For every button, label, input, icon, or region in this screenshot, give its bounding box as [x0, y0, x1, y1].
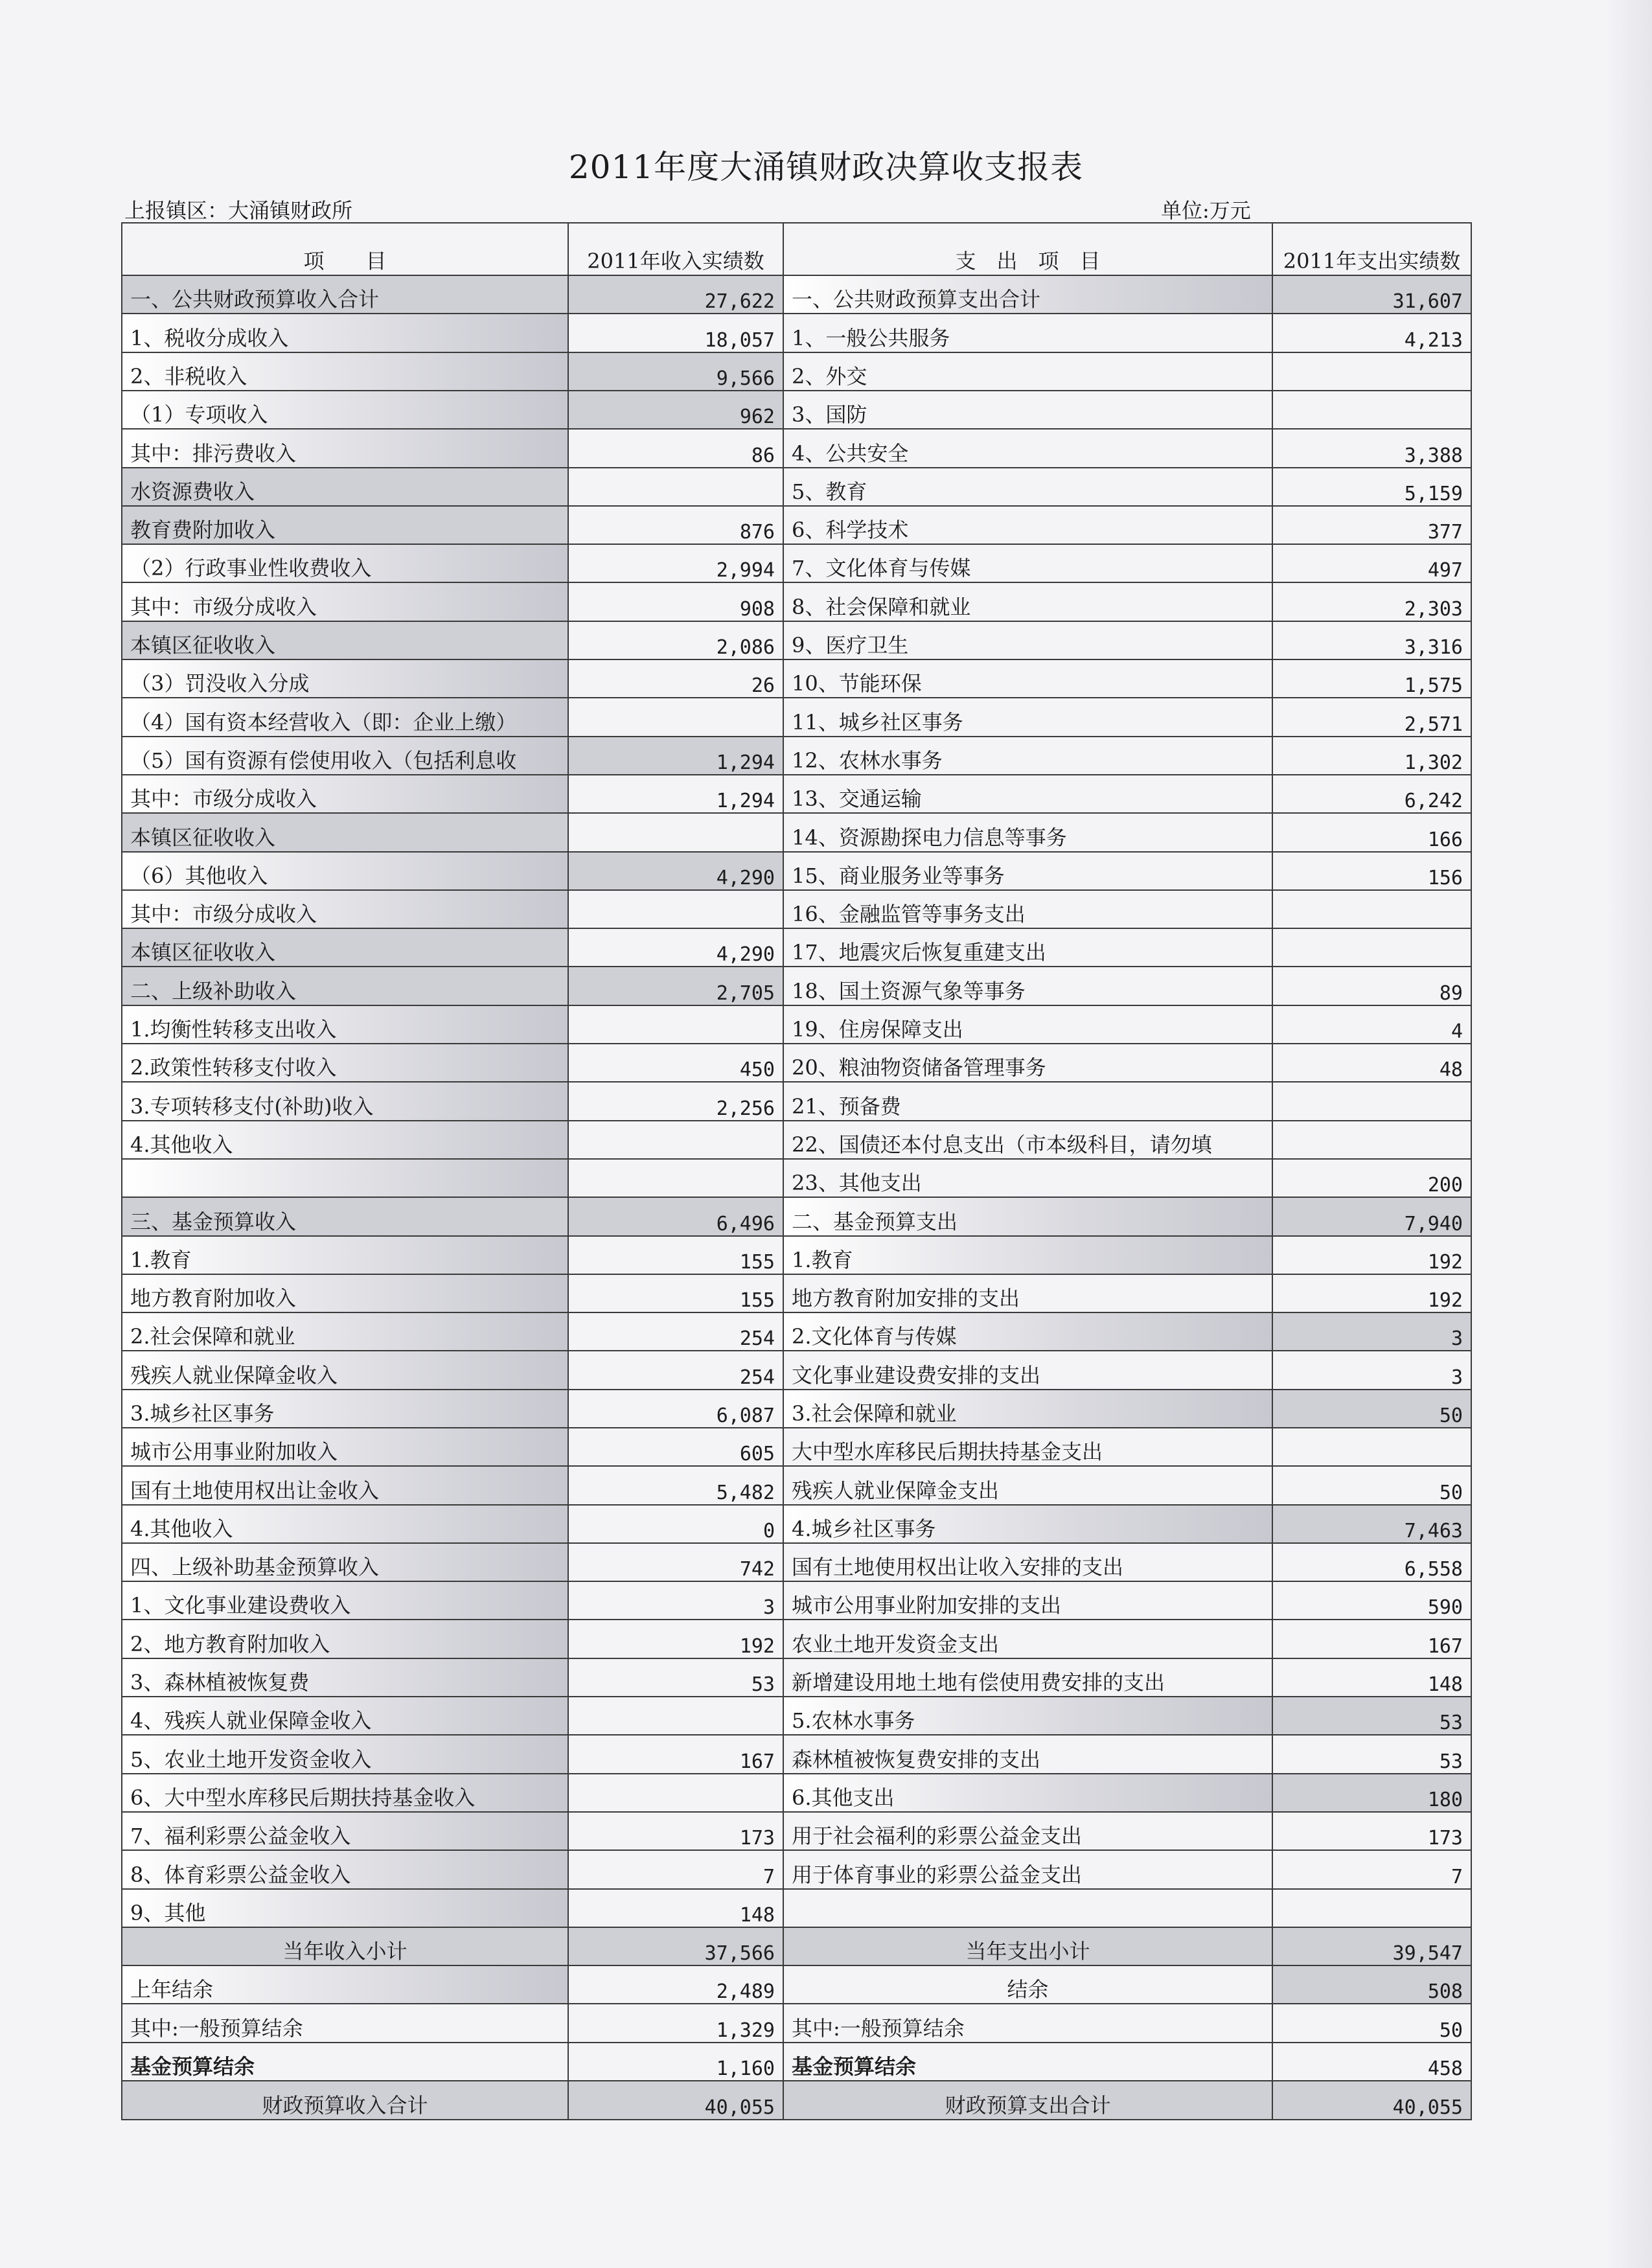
table-row: [122, 468, 1471, 506]
income-amount-cell: [568, 468, 783, 506]
expense-item-cell: 城市公用事业附加安排的支出: [783, 1581, 1272, 1620]
income-item-cell: （1）专项收入: [122, 391, 568, 429]
expense-amount-cell: 1,302: [1272, 737, 1471, 775]
expense-item-cell: 5.农林水事务: [783, 1697, 1272, 1735]
income-item-cell: （6）其他收入: [122, 852, 568, 890]
expense-item-cell: 财政预算支出合计: [783, 2081, 1272, 2120]
table-row: [122, 1197, 1471, 1235]
expense-amount-cell: 3: [1272, 1351, 1471, 1389]
income-amount-cell: 1,294: [568, 737, 783, 775]
income-amount-cell: 9,566: [568, 352, 783, 391]
income-amount-cell: 2,994: [568, 544, 783, 582]
table-row: [122, 544, 1471, 582]
expense-amount-cell: [1272, 352, 1471, 391]
header-income-amount: 2011年收入实绩数: [568, 223, 783, 275]
expense-amount-cell: [1272, 1889, 1471, 1927]
expense-amount-cell: 31,607: [1272, 275, 1471, 314]
income-item-cell: （3）罚没收入分成: [122, 659, 568, 698]
income-item-cell: 本镇区征收收入: [122, 928, 568, 967]
income-item-cell: 1.均衡性转移支出收入: [122, 1005, 568, 1044]
expense-item-cell: 15、商业服务业等事务: [783, 852, 1272, 890]
expense-item-cell: 22、国债还本付息支出（市本级科目，请勿填: [783, 1121, 1272, 1159]
income-amount-cell: 148: [568, 1889, 783, 1927]
income-amount-cell: [568, 1005, 783, 1044]
expense-amount-cell: 192: [1272, 1236, 1471, 1274]
income-amount-cell: 6,087: [568, 1390, 783, 1428]
table-row: [122, 1543, 1471, 1581]
income-amount-cell: 192: [568, 1620, 783, 1658]
expense-amount-cell: 7: [1272, 1850, 1471, 1888]
header-expense-amount: 2011年支出实绩数: [1272, 223, 1471, 275]
income-item-cell: 2、非税收入: [122, 352, 568, 391]
table-row: [122, 928, 1471, 967]
table-row: [122, 1121, 1471, 1159]
table-row: [122, 852, 1471, 890]
expense-amount-cell: 508: [1272, 1965, 1471, 2004]
table-row: [122, 659, 1471, 698]
income-amount-cell: 173: [568, 1812, 783, 1850]
income-amount-cell: [568, 890, 783, 928]
income-item-cell: 4、残疾人就业保障金收入: [122, 1697, 568, 1735]
expense-amount-cell: [1272, 890, 1471, 928]
income-item-cell: 8、体育彩票公益金收入: [122, 1850, 568, 1888]
expense-item-cell: 1.教育: [783, 1236, 1272, 1274]
income-item-cell: 1、税收分成收入: [122, 314, 568, 352]
income-amount-cell: 2,256: [568, 1082, 783, 1120]
expense-amount-cell: 50: [1272, 1466, 1471, 1504]
expense-item-cell: 文化事业建设费安排的支出: [783, 1351, 1272, 1389]
expense-item-cell: 1、一般公共服务: [783, 314, 1272, 352]
expense-amount-cell: [1272, 1082, 1471, 1120]
expense-item-cell: 基金预算结余: [783, 2043, 1272, 2081]
expense-amount-cell: 180: [1272, 1774, 1471, 1812]
expense-amount-cell: 2,303: [1272, 582, 1471, 621]
income-item-cell: 地方教育附加收入: [122, 1274, 568, 1312]
reporting-unit: 上报镇区：大涌镇财政所: [124, 198, 353, 223]
income-amount-cell: 40,055: [568, 2081, 783, 2120]
expense-amount-cell: 1,575: [1272, 659, 1471, 698]
expense-amount-cell: [1272, 1121, 1471, 1159]
table-row: [122, 1965, 1471, 2004]
expense-item-cell: 用于体育事业的彩票公益金支出: [783, 1850, 1272, 1888]
income-amount-cell: 18,057: [568, 314, 783, 352]
income-amount-cell: 1,160: [568, 2043, 783, 2081]
expense-item-cell: 17、地震灾后恢复重建支出: [783, 928, 1272, 967]
income-amount-cell: 7: [568, 1850, 783, 1888]
expense-item-cell: 二、基金预算支出: [783, 1197, 1272, 1235]
income-item-cell: 三、基金预算收入: [122, 1197, 568, 1235]
income-item-cell: 一、公共财政预算收入合计: [122, 275, 568, 314]
expense-item-cell: 3、国防: [783, 391, 1272, 429]
table-row: [122, 506, 1471, 544]
table-row: [122, 1428, 1471, 1466]
income-amount-cell: 254: [568, 1312, 783, 1351]
income-item-cell: 3.城乡社区事务: [122, 1390, 568, 1428]
table-row: [122, 1082, 1471, 1120]
expense-amount-cell: 590: [1272, 1581, 1471, 1620]
expense-amount-cell: 40,055: [1272, 2081, 1471, 2120]
expense-item-cell: 新增建设用地土地有偿使用费安排的支出: [783, 1658, 1272, 1697]
expense-item-cell: 残疾人就业保障金支出: [783, 1466, 1272, 1504]
expense-item-cell: 9、医疗卫生: [783, 621, 1272, 659]
income-amount-cell: [568, 1697, 783, 1735]
fiscal-report-table: [121, 222, 1472, 2120]
expense-item-cell: 23、其他支出: [783, 1159, 1272, 1197]
income-amount-cell: 155: [568, 1274, 783, 1312]
income-item-cell: 1.教育: [122, 1236, 568, 1274]
table-row: [122, 737, 1471, 775]
expense-item-cell: 其中:一般预算结余: [783, 2004, 1272, 2042]
report-title: 2011年度大涌镇财政决算收支报表: [568, 148, 1084, 186]
expense-amount-cell: 200: [1272, 1159, 1471, 1197]
expense-amount-cell: 167: [1272, 1620, 1471, 1658]
income-amount-cell: 3: [568, 1581, 783, 1620]
income-amount-cell: [568, 813, 783, 851]
expense-item-cell: 4.城乡社区事务: [783, 1505, 1272, 1543]
table-row: [122, 582, 1471, 621]
expense-item-cell: 14、资源勘探电力信息等事务: [783, 813, 1272, 851]
income-item-cell: 国有土地使用权出让金收入: [122, 1466, 568, 1504]
table-row: [122, 314, 1471, 352]
table-row: [122, 698, 1471, 736]
table-row: [122, 1774, 1471, 1812]
expense-amount-cell: 156: [1272, 852, 1471, 890]
expense-item-cell: 18、国土资源气象等事务: [783, 967, 1272, 1005]
income-amount-cell: 27,622: [568, 275, 783, 314]
expense-item-cell: 16、金融监管等事务支出: [783, 890, 1272, 928]
expense-item-cell: [783, 1889, 1272, 1927]
income-item-cell: 四、上级补助基金预算收入: [122, 1543, 568, 1581]
income-amount-cell: 2,489: [568, 1965, 783, 2004]
expense-item-cell: 6.其他支出: [783, 1774, 1272, 1812]
expense-item-cell: 结余: [783, 1965, 1272, 2004]
expense-item-cell: 10、节能环保: [783, 659, 1272, 698]
income-amount-cell: 37,566: [568, 1927, 783, 1965]
income-amount-cell: 605: [568, 1428, 783, 1466]
income-amount-cell: [568, 1159, 783, 1197]
income-item-cell: 二、上级补助收入: [122, 967, 568, 1005]
expense-item-cell: 6、科学技术: [783, 506, 1272, 544]
expense-item-cell: 农业土地开发资金支出: [783, 1620, 1272, 1658]
expense-amount-cell: [1272, 1428, 1471, 1466]
income-item-cell: 4.其他收入: [122, 1121, 568, 1159]
expense-amount-cell: 166: [1272, 813, 1471, 851]
expense-item-cell: 13、交通运输: [783, 775, 1272, 813]
income-item-cell: 本镇区征收收入: [122, 621, 568, 659]
income-amount-cell: 254: [568, 1351, 783, 1389]
income-item-cell: [122, 1159, 568, 1197]
income-item-cell: （2）行政事业性收费收入: [122, 544, 568, 582]
table-row: [122, 1159, 1471, 1197]
expense-item-cell: 4、公共安全: [783, 429, 1272, 467]
expense-amount-cell: 3,316: [1272, 621, 1471, 659]
income-amount-cell: 6,496: [568, 1197, 783, 1235]
expense-item-cell: 2、外交: [783, 352, 1272, 391]
income-amount-cell: [568, 1774, 783, 1812]
income-item-cell: 基金预算结余: [122, 2043, 568, 2081]
table-row: [122, 890, 1471, 928]
table-row: [122, 1236, 1471, 1274]
expense-item-cell: 12、农林水事务: [783, 737, 1272, 775]
income-item-cell: （4）国有资本经营收入（即：企业上缴）: [122, 698, 568, 736]
expense-amount-cell: 2,571: [1272, 698, 1471, 736]
table-row: [122, 2043, 1471, 2081]
table-row: [122, 1505, 1471, 1543]
table-row: [122, 1889, 1471, 1927]
income-amount-cell: 1,329: [568, 2004, 783, 2042]
expense-item-cell: 5、教育: [783, 468, 1272, 506]
expense-item-cell: 国有土地使用权出让收入安排的支出: [783, 1543, 1272, 1581]
income-item-cell: 本镇区征收收入: [122, 813, 568, 851]
income-amount-cell: 167: [568, 1735, 783, 1773]
expense-amount-cell: 7,940: [1272, 1197, 1471, 1235]
expense-amount-cell: 377: [1272, 506, 1471, 544]
table-row: [122, 1620, 1471, 1658]
income-item-cell: 2.政策性转移支付收入: [122, 1044, 568, 1082]
table-row: [122, 352, 1471, 391]
income-amount-cell: 5,482: [568, 1466, 783, 1504]
page-edge-shadow: [1607, 0, 1652, 2268]
income-amount-cell: 53: [568, 1658, 783, 1697]
income-item-cell: 4.其他收入: [122, 1505, 568, 1543]
income-item-cell: 其中：市级分成收入: [122, 775, 568, 813]
table-row: [122, 621, 1471, 659]
income-amount-cell: 1,294: [568, 775, 783, 813]
income-item-cell: 9、其他: [122, 1889, 568, 1927]
expense-item-cell: 森林植被恢复费安排的支出: [783, 1735, 1272, 1773]
income-item-cell: 财政预算收入合计: [122, 2081, 568, 2120]
expense-item-cell: 一、公共财政预算支出合计: [783, 275, 1272, 314]
income-amount-cell: 908: [568, 582, 783, 621]
income-amount-cell: [568, 1121, 783, 1159]
expense-item-cell: 7、文化体育与传媒: [783, 544, 1272, 582]
expense-amount-cell: 6,242: [1272, 775, 1471, 813]
table-row: [122, 1581, 1471, 1620]
header-expense-item: 支 出 项 目: [783, 223, 1272, 275]
header-income-item: 项 目: [122, 223, 568, 275]
income-item-cell: 其中：市级分成收入: [122, 582, 568, 621]
table-row: [122, 1005, 1471, 1044]
expense-amount-cell: 48: [1272, 1044, 1471, 1082]
income-amount-cell: 2,705: [568, 967, 783, 1005]
table-row: [122, 1927, 1471, 1965]
income-item-cell: 其中：市级分成收入: [122, 890, 568, 928]
table-row: [122, 275, 1471, 314]
expense-item-cell: 地方教育附加安排的支出: [783, 1274, 1272, 1312]
expense-item-cell: 大中型水库移民后期扶持基金支出: [783, 1428, 1272, 1466]
expense-amount-cell: [1272, 928, 1471, 967]
expense-amount-cell: 39,547: [1272, 1927, 1471, 1965]
expense-amount-cell: 50: [1272, 1390, 1471, 1428]
income-item-cell: 上年结余: [122, 1965, 568, 2004]
income-amount-cell: 155: [568, 1236, 783, 1274]
expense-amount-cell: 4,213: [1272, 314, 1471, 352]
income-item-cell: 3.专项转移支付(补助)收入: [122, 1082, 568, 1120]
income-amount-cell: 2,086: [568, 621, 783, 659]
income-item-cell: 7、福利彩票公益金收入: [122, 1812, 568, 1850]
income-amount-cell: 86: [568, 429, 783, 467]
table-row: [122, 1312, 1471, 1351]
expense-amount-cell: 148: [1272, 1658, 1471, 1697]
currency-unit: 单位:万元: [1161, 198, 1251, 223]
income-amount-cell: 962: [568, 391, 783, 429]
income-item-cell: 残疾人就业保障金收入: [122, 1351, 568, 1389]
income-item-cell: （5）国有资源有偿使用收入（包括利息收: [122, 737, 568, 775]
expense-item-cell: 8、社会保障和就业: [783, 582, 1272, 621]
table-row: [122, 775, 1471, 813]
expense-item-cell: 3.社会保障和就业: [783, 1390, 1272, 1428]
table-row: [122, 429, 1471, 467]
table-row: [122, 1812, 1471, 1850]
expense-amount-cell: 173: [1272, 1812, 1471, 1850]
income-amount-cell: 4,290: [568, 852, 783, 890]
table-row: [122, 1466, 1471, 1504]
expense-item-cell: 19、住房保障支出: [783, 1005, 1272, 1044]
expense-amount-cell: 6,558: [1272, 1543, 1471, 1581]
income-amount-cell: [568, 698, 783, 736]
expense-amount-cell: 497: [1272, 544, 1471, 582]
income-amount-cell: 4,290: [568, 928, 783, 967]
table-row: [122, 1850, 1471, 1888]
table-row: [122, 967, 1471, 1005]
table-row: [122, 1351, 1471, 1389]
income-item-cell: 其中:一般预算结余: [122, 2004, 568, 2042]
expense-amount-cell: 3: [1272, 1312, 1471, 1351]
income-item-cell: 其中：排污费收入: [122, 429, 568, 467]
expense-item-cell: 2.文化体育与传媒: [783, 1312, 1272, 1351]
expense-amount-cell: 53: [1272, 1735, 1471, 1773]
income-amount-cell: 450: [568, 1044, 783, 1082]
income-item-cell: 6、大中型水库移民后期扶持基金收入: [122, 1774, 568, 1812]
expense-amount-cell: 7,463: [1272, 1505, 1471, 1543]
table-row: [122, 1697, 1471, 1735]
income-amount-cell: 0: [568, 1505, 783, 1543]
income-item-cell: 1、文化事业建设费收入: [122, 1581, 568, 1620]
expense-amount-cell: 53: [1272, 1697, 1471, 1735]
expense-item-cell: 20、粮油物资储备管理事务: [783, 1044, 1272, 1082]
table-row: [122, 1658, 1471, 1697]
table-row: [122, 2081, 1471, 2120]
income-item-cell: 水资源费收入: [122, 468, 568, 506]
income-amount-cell: 742: [568, 1543, 783, 1581]
table-row: [122, 1735, 1471, 1773]
income-amount-cell: 876: [568, 506, 783, 544]
expense-amount-cell: 50: [1272, 2004, 1471, 2042]
expense-amount-cell: 458: [1272, 2043, 1471, 2081]
income-item-cell: 5、农业土地开发资金收入: [122, 1735, 568, 1773]
table-row: [122, 1044, 1471, 1082]
expense-item-cell: 用于社会福利的彩票公益金支出: [783, 1812, 1272, 1850]
expense-item-cell: 当年支出小计: [783, 1927, 1272, 1965]
expense-amount-cell: 3,388: [1272, 429, 1471, 467]
table-row: [122, 1390, 1471, 1428]
expense-amount-cell: 5,159: [1272, 468, 1471, 506]
table-row: [122, 1274, 1471, 1312]
expense-amount-cell: [1272, 391, 1471, 429]
expense-amount-cell: 192: [1272, 1274, 1471, 1312]
expense-item-cell: 11、城乡社区事务: [783, 698, 1272, 736]
expense-amount-cell: 4: [1272, 1005, 1471, 1044]
income-amount-cell: 26: [568, 659, 783, 698]
table-row: [122, 813, 1471, 851]
expense-amount-cell: 89: [1272, 967, 1471, 1005]
income-item-cell: 2、地方教育附加收入: [122, 1620, 568, 1658]
income-item-cell: 教育费附加收入: [122, 506, 568, 544]
income-item-cell: 2.社会保障和就业: [122, 1312, 568, 1351]
header-row: [122, 223, 1471, 275]
income-item-cell: 3、森林植被恢复费: [122, 1658, 568, 1697]
table-row: [122, 391, 1471, 429]
income-item-cell: 城市公用事业附加收入: [122, 1428, 568, 1466]
expense-item-cell: 21、预备费: [783, 1082, 1272, 1120]
table-row: [122, 2004, 1471, 2042]
income-item-cell: 当年收入小计: [122, 1927, 568, 1965]
